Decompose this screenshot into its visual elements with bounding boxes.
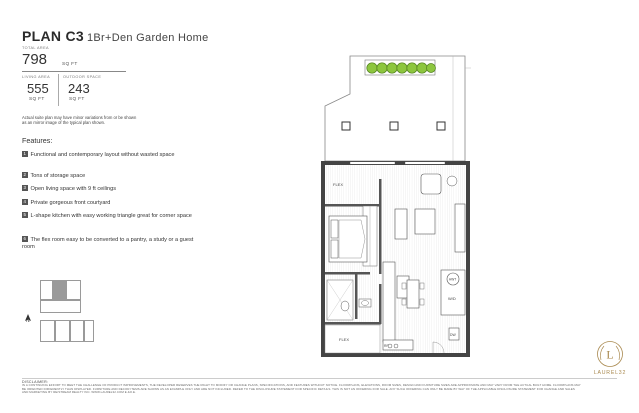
dishwasher-label: DW xyxy=(450,333,456,337)
outdoor-area-unit: SQ FT xyxy=(69,97,85,102)
key-plan-unit xyxy=(40,280,53,300)
footer-disclaimer: IN A CONTINUING EFFORT TO MEET THE CHALLENGE OF PRODUCT IMPROVEMENTS, THE DEVELOPER RESERVES THE RIGHT TO MODIFY OR CHANGE PLANS, SPECIFICATIONS, AND FEATURES WITHOUT NOTICE. FLOORPLANS, ELEVATIONS, ROOM SIZES, DESIGN AND FURNITURE SIZES ARE APPROXIMATE AND MAY VARY FROM THE ACTUAL BUILT HOME. FLOORPLANS MAY BE ORIENTED DIFFERENTLY THAN DISPLAYED. FURNITURE AND DECOR ITEMS ARE SHOWN AS AN EXAMPLE ONLY AND ARE NOT INCLUDED. REFER TO THE DISCLOSURE STATEMENT FOR SPECIFIC DETAILS. THIS IS NOT AN OFFERING FOR SALE. ANY SUCH OFFERING CAN ONLY BE MADE BY WAY OF THE APPLICABLE DISCLOSURE STATEMENT FOR CHANGE AND SALES AND MARKETING BY RE/STREAM REALTY INC. WWW.LAUREL32.COM E.&O.E. xyxy=(22,383,581,395)
flex-label-top: FLEX xyxy=(333,182,344,187)
plan-title xyxy=(22,28,209,44)
washer-dryer-label: W/D xyxy=(448,296,456,301)
feature-text: Functional and contemporary layout without wasted space xyxy=(30,152,175,158)
key-plan-unit xyxy=(40,300,81,313)
total-area-label: TOTAL AREA xyxy=(22,46,49,50)
key-plan-unit xyxy=(40,320,55,342)
feature-item xyxy=(22,236,197,251)
feature-text: Open living space with 9 ft ceilings xyxy=(30,186,117,192)
flex-label-bottom: FLEX xyxy=(339,337,350,342)
key-plan-unit xyxy=(66,280,81,300)
laurel-logo-icon xyxy=(596,340,624,368)
living-area-label: LIVING AREA xyxy=(22,75,51,79)
footer-rule xyxy=(22,378,617,379)
plan-label: PLAN C3 xyxy=(22,28,84,44)
area-divider xyxy=(22,71,126,72)
planter-row xyxy=(365,60,436,75)
key-plan-unit xyxy=(55,320,70,342)
living-area-value: 555 xyxy=(27,81,49,96)
plan-variation-note: Actual suite plan may have minor variations from or be shown as an mirror image of the typical plan shown. xyxy=(22,115,137,126)
window-glazing xyxy=(405,162,445,164)
feature-number: 4 xyxy=(23,199,26,204)
north-label: N xyxy=(26,318,30,324)
area-column-divider xyxy=(58,74,59,106)
logo-monogram: L xyxy=(606,347,614,362)
features-title: Features: xyxy=(22,136,53,145)
feature-number: 1 xyxy=(23,151,26,156)
plan-type: 1Br+Den Garden Home xyxy=(87,32,209,44)
key-plan-unit-current xyxy=(53,280,66,300)
outdoor-area-label: OUTDOOR SPACE xyxy=(63,75,102,79)
total-area-value: 798 xyxy=(22,51,48,68)
feature-item xyxy=(22,172,197,180)
footer-heading: DISCLAIMER: xyxy=(22,380,49,384)
feature-item xyxy=(22,185,197,193)
feature-item xyxy=(22,199,197,207)
feature-item xyxy=(22,151,197,159)
feature-item xyxy=(22,212,197,220)
bed xyxy=(329,216,367,262)
feature-number: 5 xyxy=(23,212,26,217)
outdoor-area-value: 243 xyxy=(68,81,90,96)
window-glazing xyxy=(350,162,395,164)
key-plan-unit xyxy=(84,320,94,342)
feature-number: 3 xyxy=(23,185,26,190)
feature-text: L-shape kitchen with easy working triangle great for corner space xyxy=(30,213,192,219)
feature-number: 6 xyxy=(23,236,26,241)
key-plan-unit xyxy=(70,320,84,342)
feature-number: 2 xyxy=(23,172,26,177)
brand-name: LAUREL32 xyxy=(593,370,627,376)
floor-plan xyxy=(315,44,475,359)
feature-text: The flex room easy to be converted to a pantry, a study or a guest room xyxy=(22,237,194,251)
feature-text: Tons of storage space xyxy=(30,173,86,179)
north-arrow-icon xyxy=(24,309,32,317)
flex-room-bottom xyxy=(325,325,380,353)
total-area-unit: SQ FT xyxy=(62,62,78,67)
hwt-label: HWT xyxy=(449,277,457,282)
fridge-label: RF xyxy=(384,344,389,348)
living-area-unit: SQ FT xyxy=(29,97,45,102)
feature-text: Private gorgeous front courtyard xyxy=(30,200,111,206)
